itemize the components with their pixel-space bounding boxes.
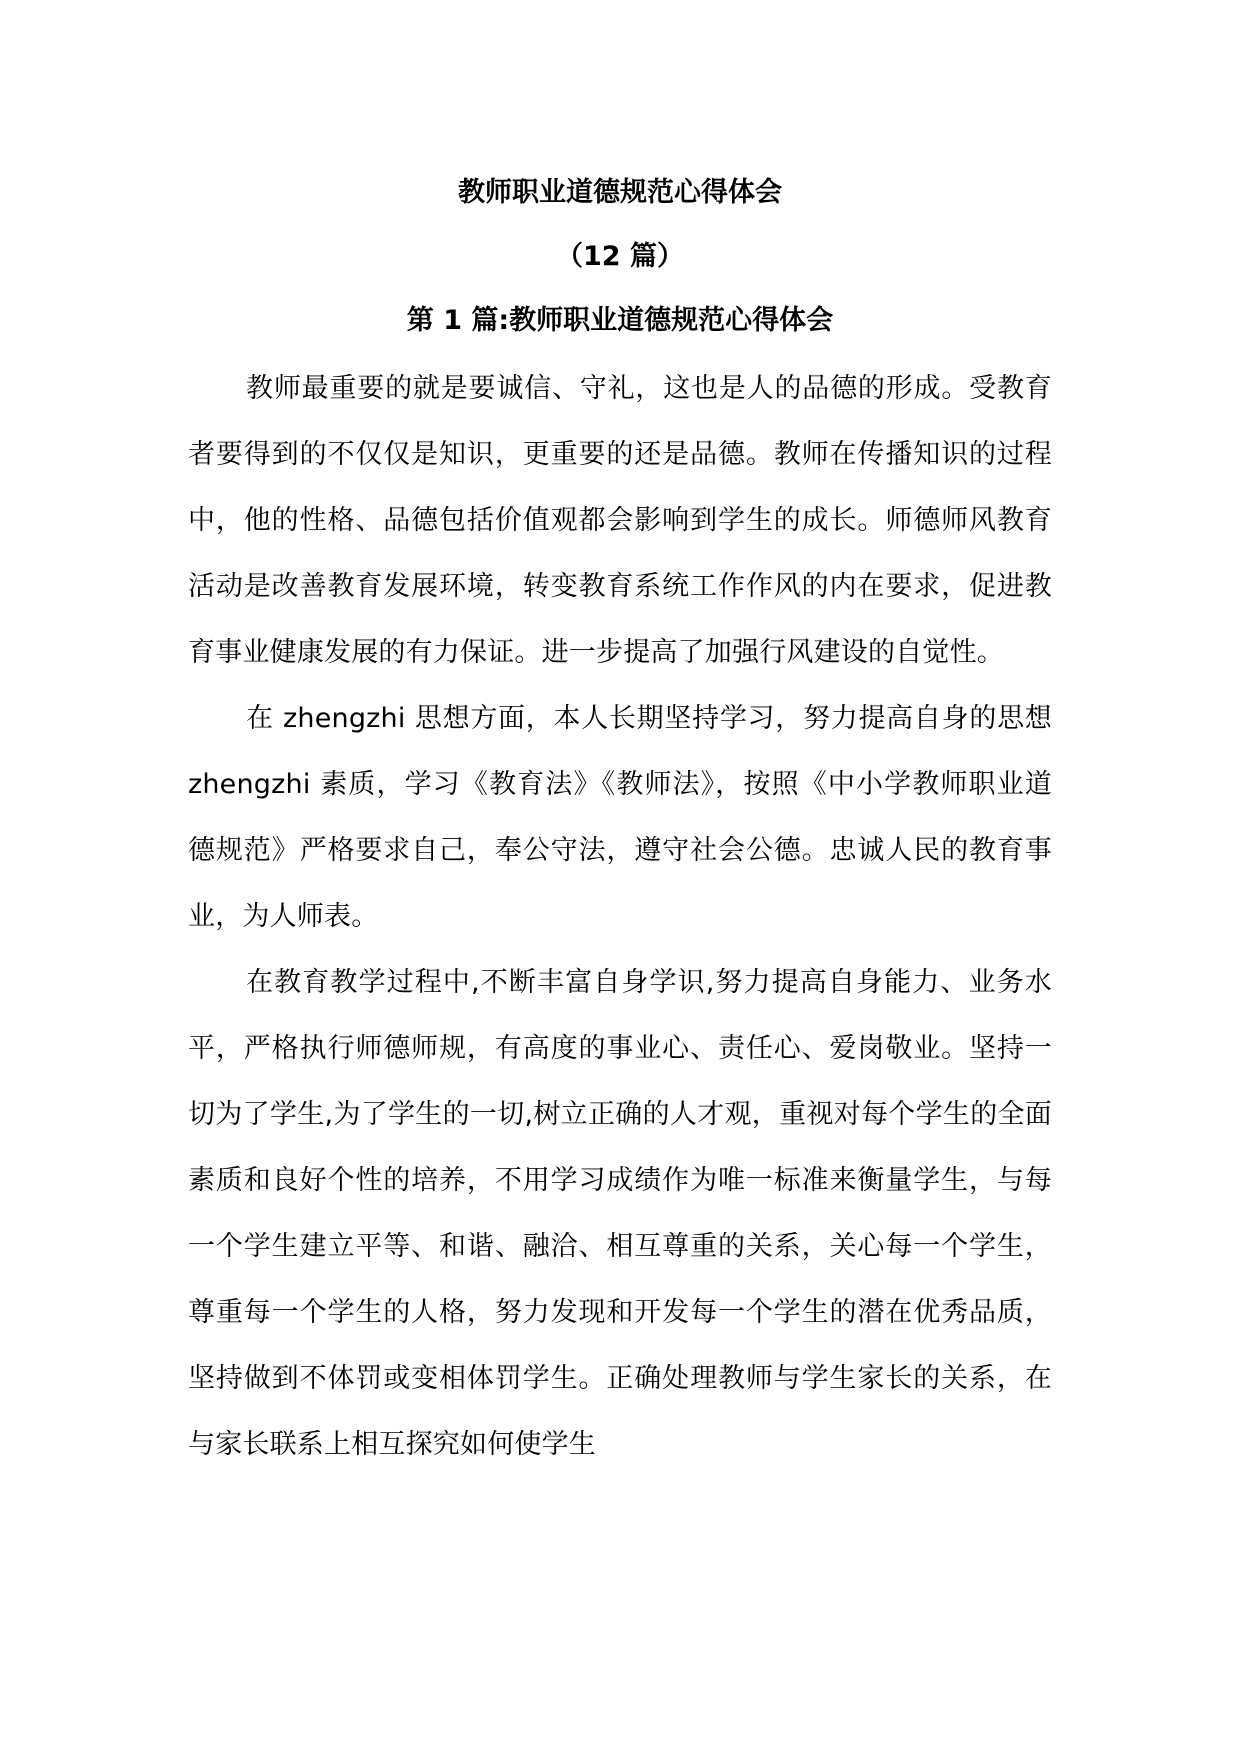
paragraph-2: 在 zhengzhi 思想方面，本人长期坚持学习，努力提高自身的思想 zhengzhi 素质，学习《教育法》《教师法》，按照《中小学教师职业道德规范》严格要求自己，奉公守法，遵守社会公德。忠诚人民的教育事业，为人师表。 — [188, 703, 1052, 932]
paragraph-1: 教师最重要的就是要诚信、守礼，这也是人的品德的形成。受教育者要得到的不仅仅是知识，更重要的还是品德。教师在传播知识的过程中，他的性格、品德包括价值观都会影响到学生的成长。师德师风教育活动是改善教育发展环境，转变教育系统工作作风的内在要求，促进教育事业健康发展的有力保证。进一步提高了加强行风建设的自觉性。 — [188, 373, 1052, 668]
document-subtitle: （12 篇） — [556, 241, 684, 272]
paragraph-3: 在教育教学过程中,不断丰富自身学识,努力提高自身能力、业务水平，严格执行师德师规，有高度的事业心、责任心、爱岗敬业。坚持一切为了学生,为了学生的一切,树立正确的人才观，重视对每个学生的全面素质和良好个性的培养，不用学习成绩作为唯一标准来衡量学生，与每一个学生建立平等、和谐、融洽、相互尊重的关系，关心每一个学生，尊重每一个学生的人格，努力发现和开发每一个学生的潜在优秀品质，坚持做到不体罚或变相体罚学生。正确处理教师与学生家长的关系，在与家长联系上相互探究如何使学生 — [188, 967, 1052, 1460]
document-title: 教师职业道德规范心得体会 — [458, 177, 782, 208]
section-heading: 第 1 篇:教师职业道德规范心得体会 — [406, 305, 834, 336]
